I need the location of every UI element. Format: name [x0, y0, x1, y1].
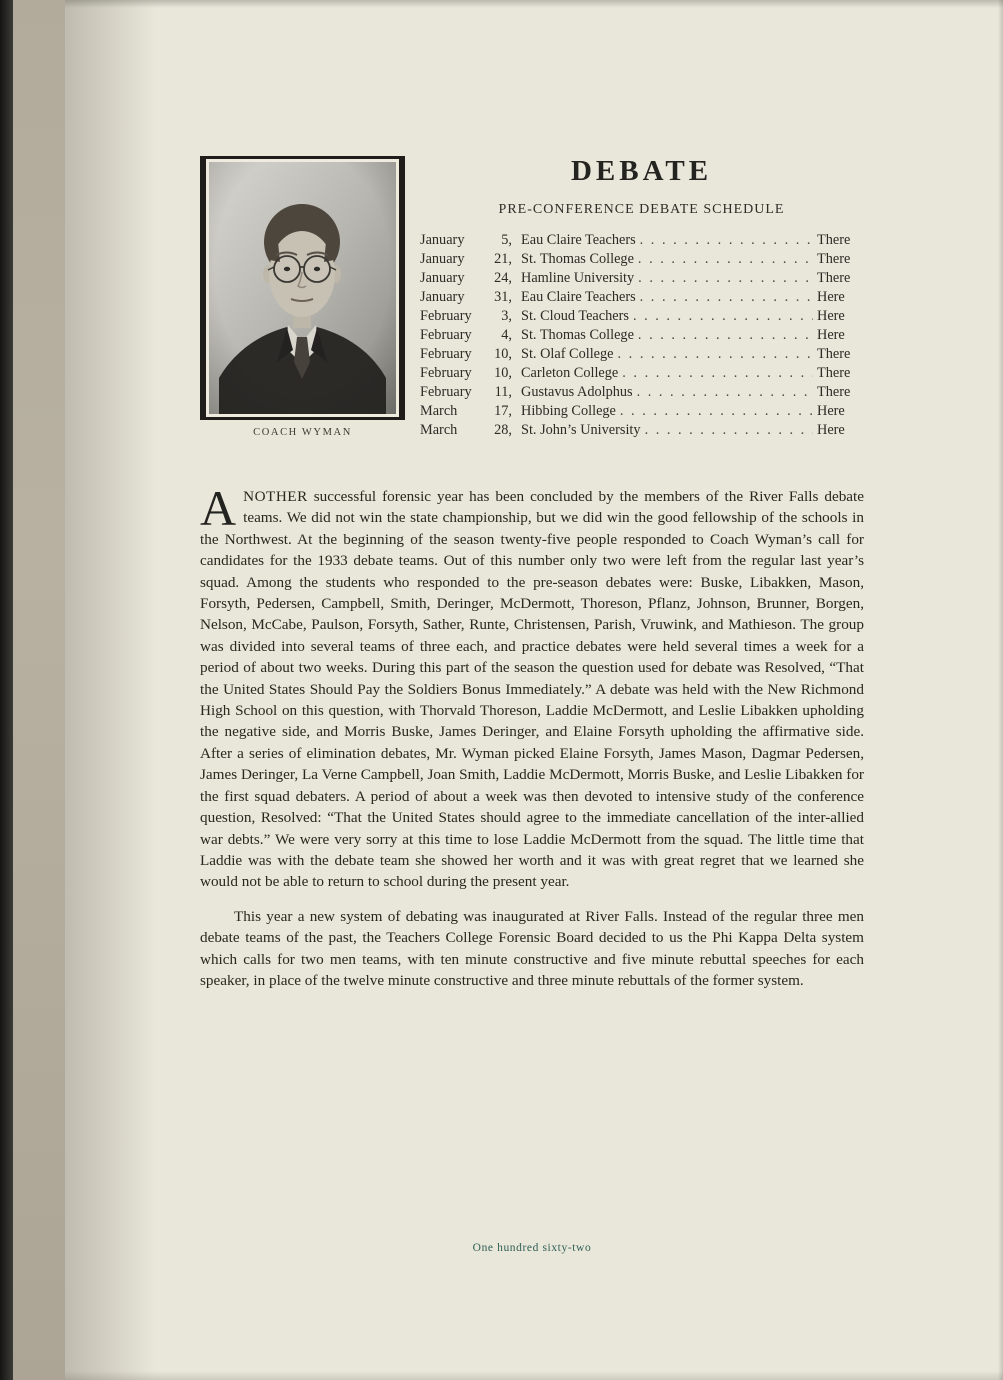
dotted-leader: [638, 250, 813, 269]
dotted-leader: [640, 288, 813, 307]
schedule-opponent: Eau Claire Teachers: [521, 289, 636, 305]
paragraph-1-text: successful forensic year has been concluded by the members of the River Falls debate teams. We did not win the state championship, but we did win the good fellowship of the schools in the Northwest. At the beginning of the season twenty-five people responded to Coach Wyman’s call for candidates for the 1933 debate teams. Out of this number only two were left from the regular last year’s squad. Among the students who responded to the pre-season debates were: Buske, Libakken, Mason, Forsyth, Pedersen, Campbell, Smith, Deringer, McDermott, Thoreson, Pflanz, Johnson, Brunner, Borgen, Nelson, McCabe, Paulson, Forsyth, Sather, Runte, Christensen, Parish, Vruwink, and Mathieson. The group was divided into several teams of three each, and practice debates were held several times a week for a period of about two weeks. During this part of the season the question used for debate was Resolved, “That the United States Should Pay the Soldiers Bonus Immediately.” A debate was held with the New Richmond High School on this question, with Thorvald Thoreson, Laddie McDermott, and Leslie Libakken upholding the negative side, and Morris Buske, James Deringer, and Elaine Forsyth upholding the affirmative side. After a series of elimination debates, Mr. Wyman picked Elaine Forsyth, James Mason, Dagmar Pedersen, James Deringer, La Verne Campbell, Joan Smith, Laddie McDermott, Morris Buske, and Leslie Libakken for the first squad debaters. A period of about a week was then devoted to intensive study of the conference question, Resolved: “That the United States should agree to the immediate cancellation of the inter-allied war debts.” We were very sorry at this time to lose Laddie McDermott from the squad. The little time that Laddie was with the debate team she showed her worth and it was with great regret that we learned she would not be able to return to school during the present year.: [200, 488, 864, 891]
schedule-place: Here: [817, 289, 845, 305]
schedule-place: There: [817, 270, 851, 286]
dotted-leader: [638, 326, 813, 345]
paragraph-1: [200, 480, 864, 893]
dotted-leader: [620, 402, 813, 421]
schedule-day: 31,: [494, 289, 512, 305]
schedule-day: 24,: [494, 270, 512, 286]
photo-frame: [200, 156, 405, 420]
dotted-leader: [618, 345, 813, 364]
schedule-row: [420, 288, 863, 307]
schedule-day: 10,: [494, 346, 512, 362]
schedule-day: 10,: [494, 365, 512, 381]
schedule-row: [420, 250, 863, 269]
paragraph-2: This year a new system of debating was inaugurated at River Falls. Instead of the regular three men debate teams of the past, the Teachers College Forensic Board decided to us the Phi Kappa Delta system which calls for two men teams, with ten minute constructive and five minute rebuttal speeches for each speaker, in place of the twelve minute constructive and three minute rebuttals of the former system.: [200, 907, 864, 989]
schedule-place: There: [817, 384, 851, 400]
dotted-leader: [645, 421, 813, 440]
schedule-row: [420, 402, 863, 421]
schedule-row: [420, 421, 863, 440]
schedule-month: February: [420, 308, 472, 324]
schedule-month: February: [420, 365, 472, 381]
schedule-row: [420, 307, 863, 326]
schedule-month: January: [420, 289, 465, 305]
schedule-section: [420, 155, 863, 440]
schedule-day: 5,: [501, 232, 512, 248]
dotted-leader: [622, 364, 813, 383]
right-edge-shadow: [998, 0, 1003, 1380]
page-title: DEBATE: [570, 155, 713, 187]
page-binding-strip: [13, 0, 65, 1380]
coach-portrait-photo: [209, 162, 396, 414]
binding-shadow: [65, 0, 155, 1380]
paragraph-1-lead: NOTHER: [243, 488, 308, 505]
schedule-day: 3,: [501, 308, 512, 324]
schedule-place: Here: [817, 422, 845, 438]
schedule-day: 11,: [494, 384, 512, 400]
dotted-leader: [633, 307, 813, 326]
schedule-month: March: [420, 422, 458, 438]
top-edge-shadow: [65, 0, 1003, 8]
schedule-month: January: [420, 232, 465, 248]
schedule-month: February: [420, 327, 472, 343]
schedule-day: 21,: [494, 251, 512, 267]
schedule-opponent: Eau Claire Teachers: [521, 232, 636, 248]
schedule-list: [420, 231, 863, 440]
schedule-row: [420, 364, 863, 383]
schedule-opponent: Hamline University: [521, 270, 635, 286]
photo-caption: COACH WYMAN: [253, 427, 352, 438]
dotted-leader: [637, 383, 813, 402]
schedule-opponent: St. Thomas College: [521, 251, 634, 267]
schedule-opponent: St. Cloud Teachers: [521, 308, 629, 324]
schedule-row: [420, 231, 863, 250]
schedule-opponent: Hibbing College: [521, 403, 616, 419]
schedule-month: January: [420, 251, 465, 267]
schedule-heading: PRE-CONFERENCE DEBATE SCHEDULE: [498, 202, 785, 217]
schedule-row: [420, 383, 863, 402]
schedule-place: There: [817, 365, 851, 381]
schedule-place: There: [817, 232, 851, 248]
schedule-opponent: St. Olaf College: [521, 346, 614, 362]
schedule-place: There: [817, 251, 851, 267]
schedule-month: March: [420, 403, 458, 419]
schedule-opponent: St. John’s University: [521, 422, 641, 438]
schedule-day: 4,: [501, 327, 512, 343]
article: [200, 480, 864, 991]
schedule-place: Here: [817, 403, 845, 419]
schedule-place: There: [817, 346, 851, 362]
schedule-place: Here: [817, 308, 845, 324]
schedule-month: January: [420, 270, 465, 286]
schedule-month: February: [420, 384, 472, 400]
schedule-opponent: Carleton College: [521, 365, 619, 381]
schedule-opponent: St. Thomas College: [521, 327, 634, 343]
schedule-month: February: [420, 346, 472, 362]
schedule-row: [420, 326, 863, 345]
schedule-row: [420, 269, 863, 288]
dropcap-letter: A: [200, 480, 237, 536]
schedule-row: [420, 345, 863, 364]
bottom-edge-shadow: [65, 1371, 1003, 1380]
schedule-day: 28,: [494, 422, 512, 438]
schedule-place: Here: [817, 327, 845, 343]
page-edge-dark: [0, 0, 13, 1380]
page-number: One hundred sixty-two: [472, 1242, 592, 1254]
schedule-day: 17,: [494, 403, 512, 419]
dotted-leader: [638, 269, 813, 288]
dotted-leader: [640, 231, 813, 250]
schedule-opponent: Gustavus Adolphus: [521, 384, 633, 400]
